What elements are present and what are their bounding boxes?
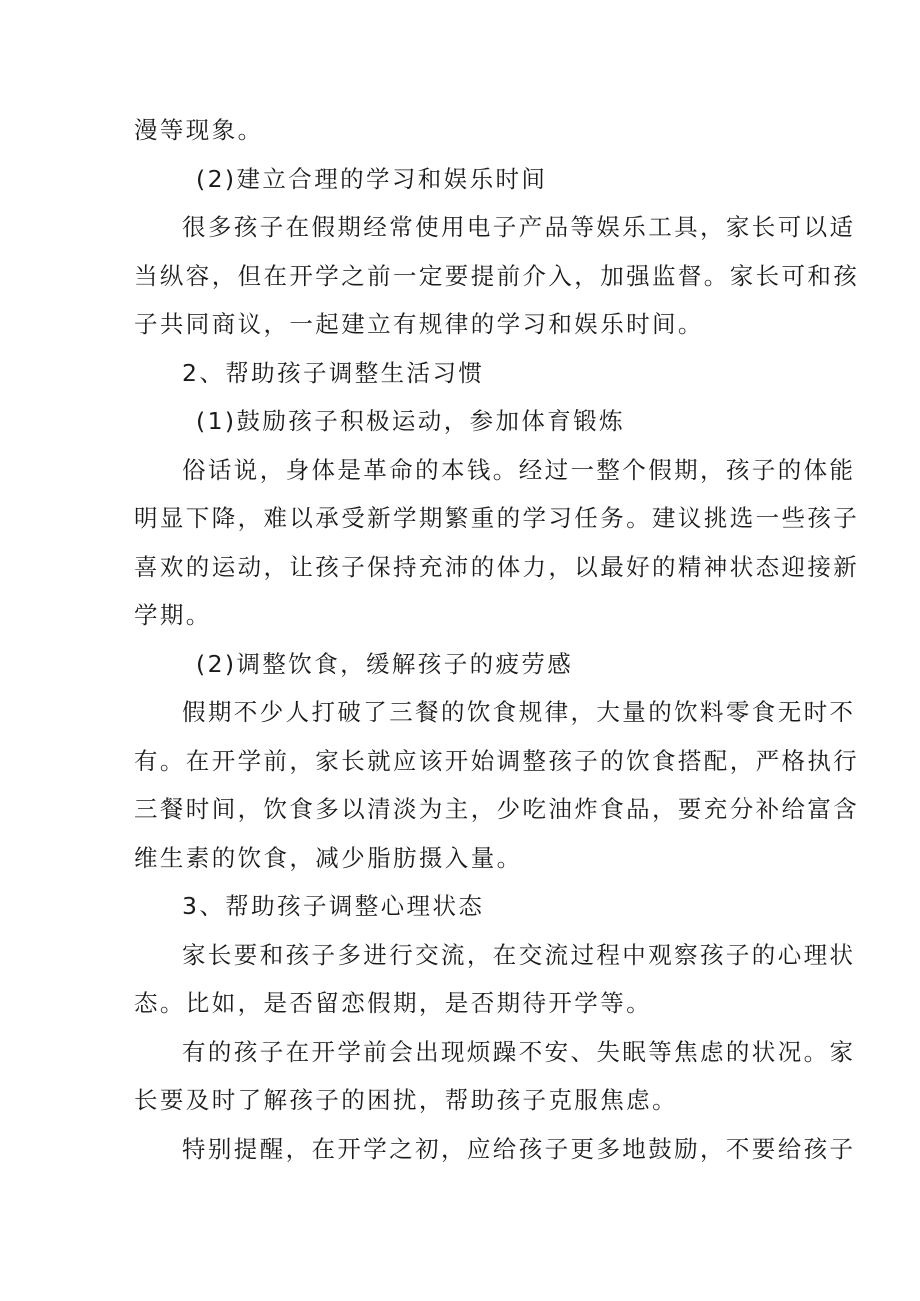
paragraph-line: 三餐时间，饮食多以清淡为主，少吃油炸食品，要充分补给富含: [134, 795, 860, 823]
paragraph-line: 家长要和孩子多进行交流，在交流过程中观察孩子的心理状: [182, 940, 856, 969]
paragraph-line: 态。比如，是否留恋假期，是否期待开学等。: [134, 989, 652, 1017]
paragraph-line: 维生素的饮食，减少脂肪摄入量。: [134, 843, 523, 872]
subheading-build-schedule: (2)建立合理的学习和娱乐时间: [196, 164, 548, 193]
paragraph-line: 明显下降，难以承受新学期繁重的学习任务。建议挑选一些孩子: [134, 504, 860, 532]
paragraph-line: 喜欢的运动，让孩子保持充沛的体力，以最好的精神状态迎接新: [134, 552, 860, 581]
subheading-diet: (2)调整饮食，缓解孩子的疲劳感: [196, 649, 574, 678]
paragraph-line: 俗话说，身体是革命的本钱。经过一整个假期，孩子的体能: [182, 455, 856, 484]
paragraph-line: 子共同商议，一起建立有规律的学习和娱乐时间。: [134, 310, 704, 338]
subheading-exercise: (1)鼓励孩子积极运动，参加体育锻炼: [196, 407, 625, 435]
paragraph-line: 有的孩子在开学前会出现烦躁不安、失眠等焦虑的状况。家: [182, 1037, 856, 1066]
paragraph-line: 有。在开学前，家长就应该开始调整孩子的饮食搭配，严格执行: [134, 746, 860, 775]
paragraph-line: 长要及时了解孩子的困扰，帮助孩子克服焦虑。: [134, 1086, 678, 1114]
document-body: [134, 106, 860, 1173]
section-heading-mental-state: 3、帮助孩子调整心理状态: [182, 892, 485, 920]
paragraph-line: 假期不少人打破了三餐的饮食规律，大量的饮料零食无时不: [182, 698, 856, 726]
paragraph-line: 很多孩子在假期经常使用电子产品等娱乐工具，家长可以适: [182, 213, 856, 241]
paragraph-line: 当纵容，但在开学之前一定要提前介入，加强监督。家长可和孩: [134, 261, 860, 290]
paragraph-line: 学期。: [134, 601, 212, 629]
paragraph-line: 特别提醒，在开学之初，应给孩子更多地鼓励，不要给孩子: [182, 1134, 856, 1163]
paragraph-line: 漫等现象。: [134, 116, 264, 144]
section-heading-living-habits: 2、帮助孩子调整生活习惯: [182, 358, 485, 387]
